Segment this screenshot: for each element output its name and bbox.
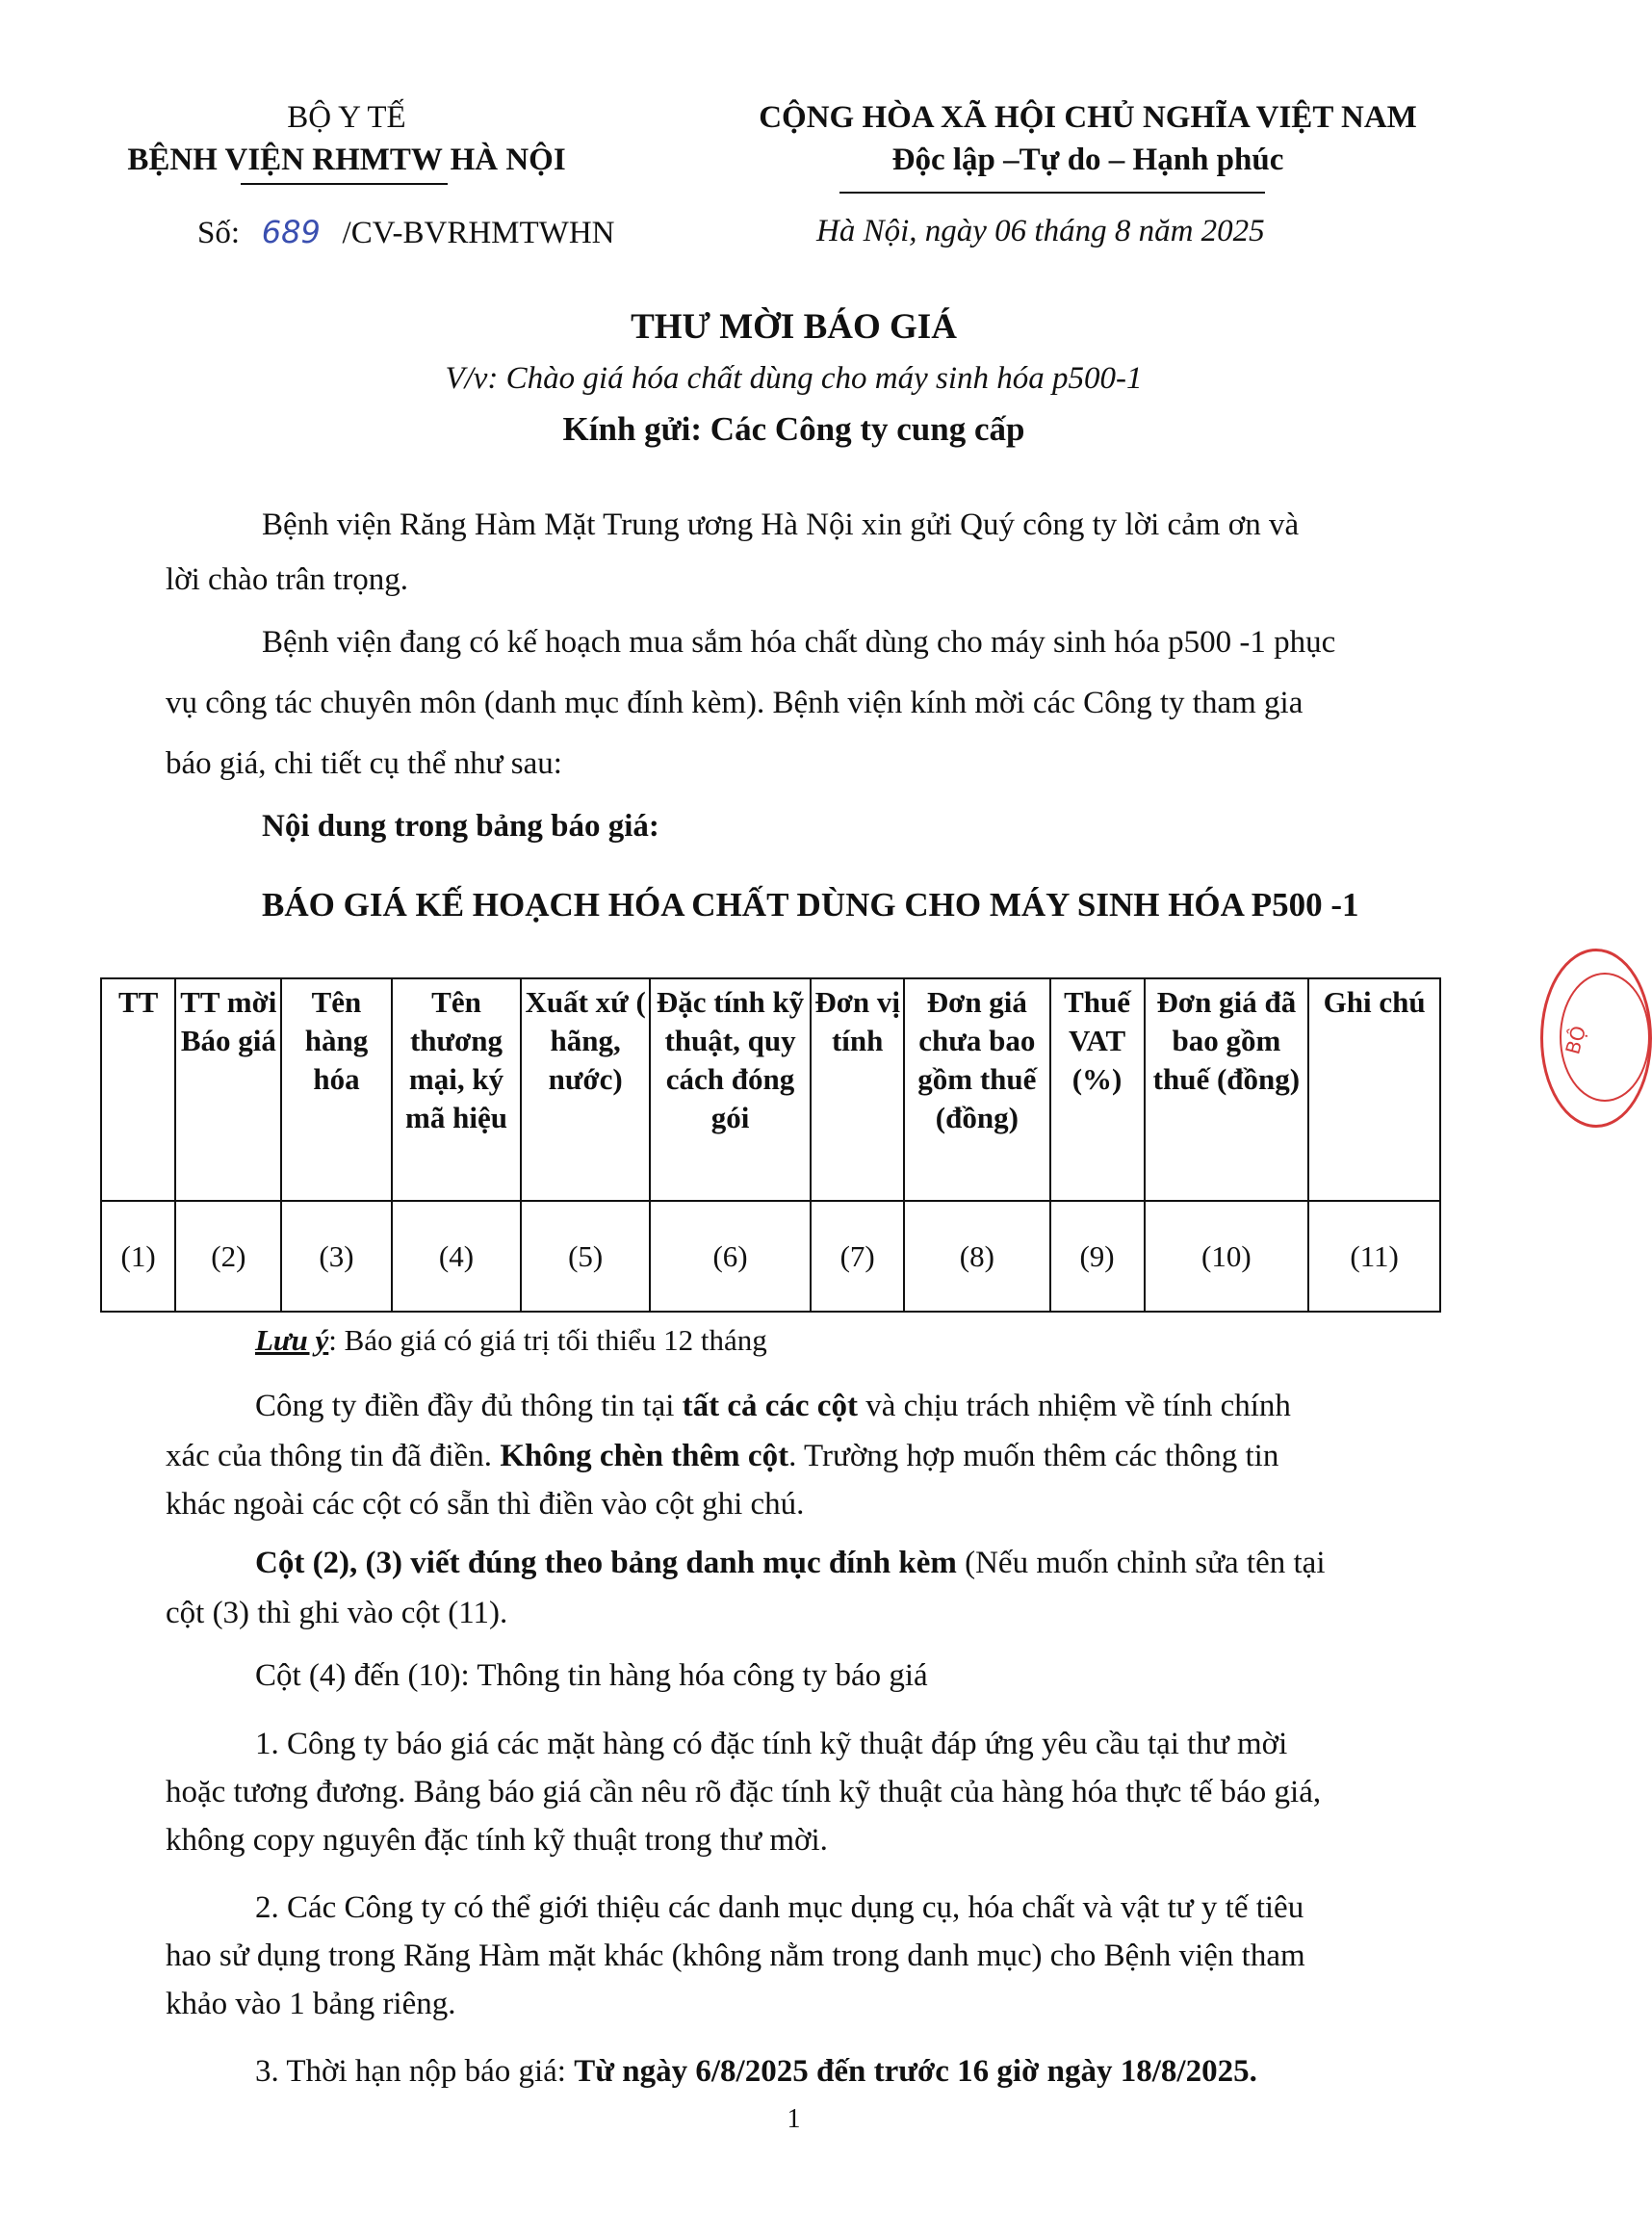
table-cell: (5) (521, 1201, 649, 1312)
page-number: 1 (787, 2104, 801, 2134)
recipient: Kính gửi: Các Công ty cung cấp (562, 410, 1025, 448)
instr-c2-line2: cột (3) thì ghi vào cột (11). (166, 1596, 508, 1630)
table-header-cell: Đơn giá chưa bao gồm thuế (đồng) (904, 978, 1050, 1201)
item3-deadline (255, 2054, 1257, 2090)
intro-p2-line3: báo giá, chi tiết cụ thể như sau: (166, 746, 562, 781)
intro-p1-line1: Bệnh viện Răng Hàm Mặt Trung ương Hà Nội xin gửi Quý công ty lời cảm ơn và (262, 507, 1300, 542)
text-run: 3. Thời hạn nộp báo giá: (255, 2054, 575, 2089)
text-run-bold: Từ ngày 6/8/2025 đến trước 16 giờ ngày 18/8/2025. (574, 2054, 1257, 2089)
item1-line3: không copy nguyên đặc tính kỹ thuật trong thư mời. (166, 1823, 828, 1858)
item2-line2: hao sử dụng trong Răng Hàm mặt khác (không nằm trong danh mục) cho Bệnh viện tham (166, 1939, 1305, 1973)
table-header-cell: Tên hàng hóa (281, 978, 391, 1201)
item1-line1: 1. Công ty báo giá các mặt hàng có đặc tính kỹ thuật đáp ứng yêu cầu tại thư mời (255, 1727, 1288, 1761)
stamp-text: BỘ (1561, 1023, 1591, 1057)
table-header-cell: Xuất xứ ( hãng, nước) (521, 978, 649, 1201)
table-cell: (6) (650, 1201, 811, 1312)
instr-c1-line3: khác ngoài các cột có sẵn thì điền vào cột ghi chú. (166, 1487, 805, 1522)
text-run: xác của thông tin đã điền. (166, 1439, 501, 1473)
table-header-cell: TT (101, 978, 175, 1201)
table-cell: (4) (392, 1201, 522, 1312)
table-cell: (1) (101, 1201, 175, 1312)
table-header-cell: TT mời Báo giá (175, 978, 281, 1201)
national-motto: Độc lập –Tự do – Hạnh phúc (891, 143, 1284, 177)
so-suffix: /CV-BVRHMTWHN (342, 216, 615, 250)
text-run: Công ty điền đầy đủ thông tin tại (255, 1389, 683, 1423)
table-header-cell: Tên thương mại, ký mã hiệu (392, 978, 522, 1201)
issuer-underline (241, 183, 448, 185)
nation-name: CỘNG HÒA XÃ HỘI CHỦ NGHĨA VIỆT NAM (759, 100, 1417, 135)
note-label: Lưu ý (255, 1323, 329, 1357)
validity-note (255, 1323, 767, 1358)
table-cell: (2) (175, 1201, 281, 1312)
quote-table (100, 977, 1441, 1313)
table-cell: (8) (904, 1201, 1050, 1312)
text-run: . Trường hợp muốn thêm các thông tin (788, 1439, 1279, 1473)
table-title: BÁO GIÁ KẾ HOẠCH HÓA CHẤT DÙNG CHO MÁY SINH HÓA P500 -1 (262, 886, 1359, 924)
table-cell: (7) (811, 1201, 904, 1312)
so-number-handwritten: 689 (261, 214, 321, 250)
item2-line3: khảo vào 1 bảng riêng. (166, 1987, 456, 2021)
so-label: Số: (197, 216, 241, 250)
table-header-cell: Ghi chú (1308, 978, 1440, 1201)
document-number (197, 214, 615, 251)
table-cell: (10) (1145, 1201, 1309, 1312)
table-cell: (9) (1050, 1201, 1145, 1312)
table-header-cell: Đơn giá đã bao gồm thuế (đồng) (1145, 978, 1309, 1201)
table-cell: (3) (281, 1201, 391, 1312)
table-header-cell: Đặc tính kỹ thuật, quy cách đóng gói (650, 978, 811, 1201)
document-subject: V/v: Chào giá hóa chất dùng cho máy sinh hóa p500-1 (445, 361, 1143, 396)
intro-p2-line1: Bệnh viện đang có kế hoạch mua sắm hóa chất dùng cho máy sinh hóa p500 -1 phục (262, 625, 1336, 660)
text-run-bold: Không chèn thêm cột (500, 1439, 789, 1473)
document-date: Hà Nội, ngày 06 tháng 8 năm 2025 (816, 214, 1265, 248)
instr-c1-line2 (166, 1439, 1278, 1474)
note-text: : Báo giá có giá trị tối thiểu 12 tháng (328, 1323, 767, 1357)
text-run: (Nếu muốn chỉnh sửa tên tại (956, 1546, 1326, 1580)
table-row (101, 1201, 1440, 1312)
national-header (688, 96, 1487, 181)
text-run: và chịu trách nhiệm về tính chính (857, 1389, 1291, 1423)
text-run-bold: Cột (2), (3) viết đúng theo bảng danh mục đính kèm (255, 1546, 957, 1580)
issuer-block (96, 96, 597, 181)
hospital-name: BỆNH VIỆN RHMTW HÀ NỘI (127, 143, 566, 177)
item2-line1: 2. Các Công ty có thể giới thiệu các danh mục dụng cụ, hóa chất và vật tư y tế tiêu (255, 1890, 1304, 1925)
instr-c1-line1 (255, 1389, 1291, 1424)
text-run-bold: tất cả các cột (682, 1389, 858, 1423)
ministry-name: BỘ Y TẾ (287, 100, 406, 135)
table-header-cell: Đơn vị tính (811, 978, 904, 1201)
motto-underline (839, 192, 1265, 194)
table-header-cell: Thuế VAT (%) (1050, 978, 1145, 1201)
intro-p1-line2: lời chào trân trọng. (166, 562, 409, 597)
item1-line2: hoặc tương đương. Bảng báo giá cần nêu rõ đặc tính kỹ thuật của hàng hóa thực tế báo giá, (166, 1775, 1322, 1809)
section-heading: Nội dung trong bảng báo giá: (262, 809, 659, 844)
instr-c2-line1 (255, 1546, 1326, 1581)
intro-p2-line2: vụ công tác chuyên môn (danh mục đính kèm). Bệnh viện kính mời các Công ty tham gia (166, 686, 1304, 720)
instr-c3: Cột (4) đến (10): Thông tin hàng hóa công ty báo giá (255, 1658, 928, 1693)
document-title: THƯ MỜI BÁO GIÁ (631, 307, 957, 347)
table-header-row (101, 978, 1440, 1201)
table-cell: (11) (1308, 1201, 1440, 1312)
